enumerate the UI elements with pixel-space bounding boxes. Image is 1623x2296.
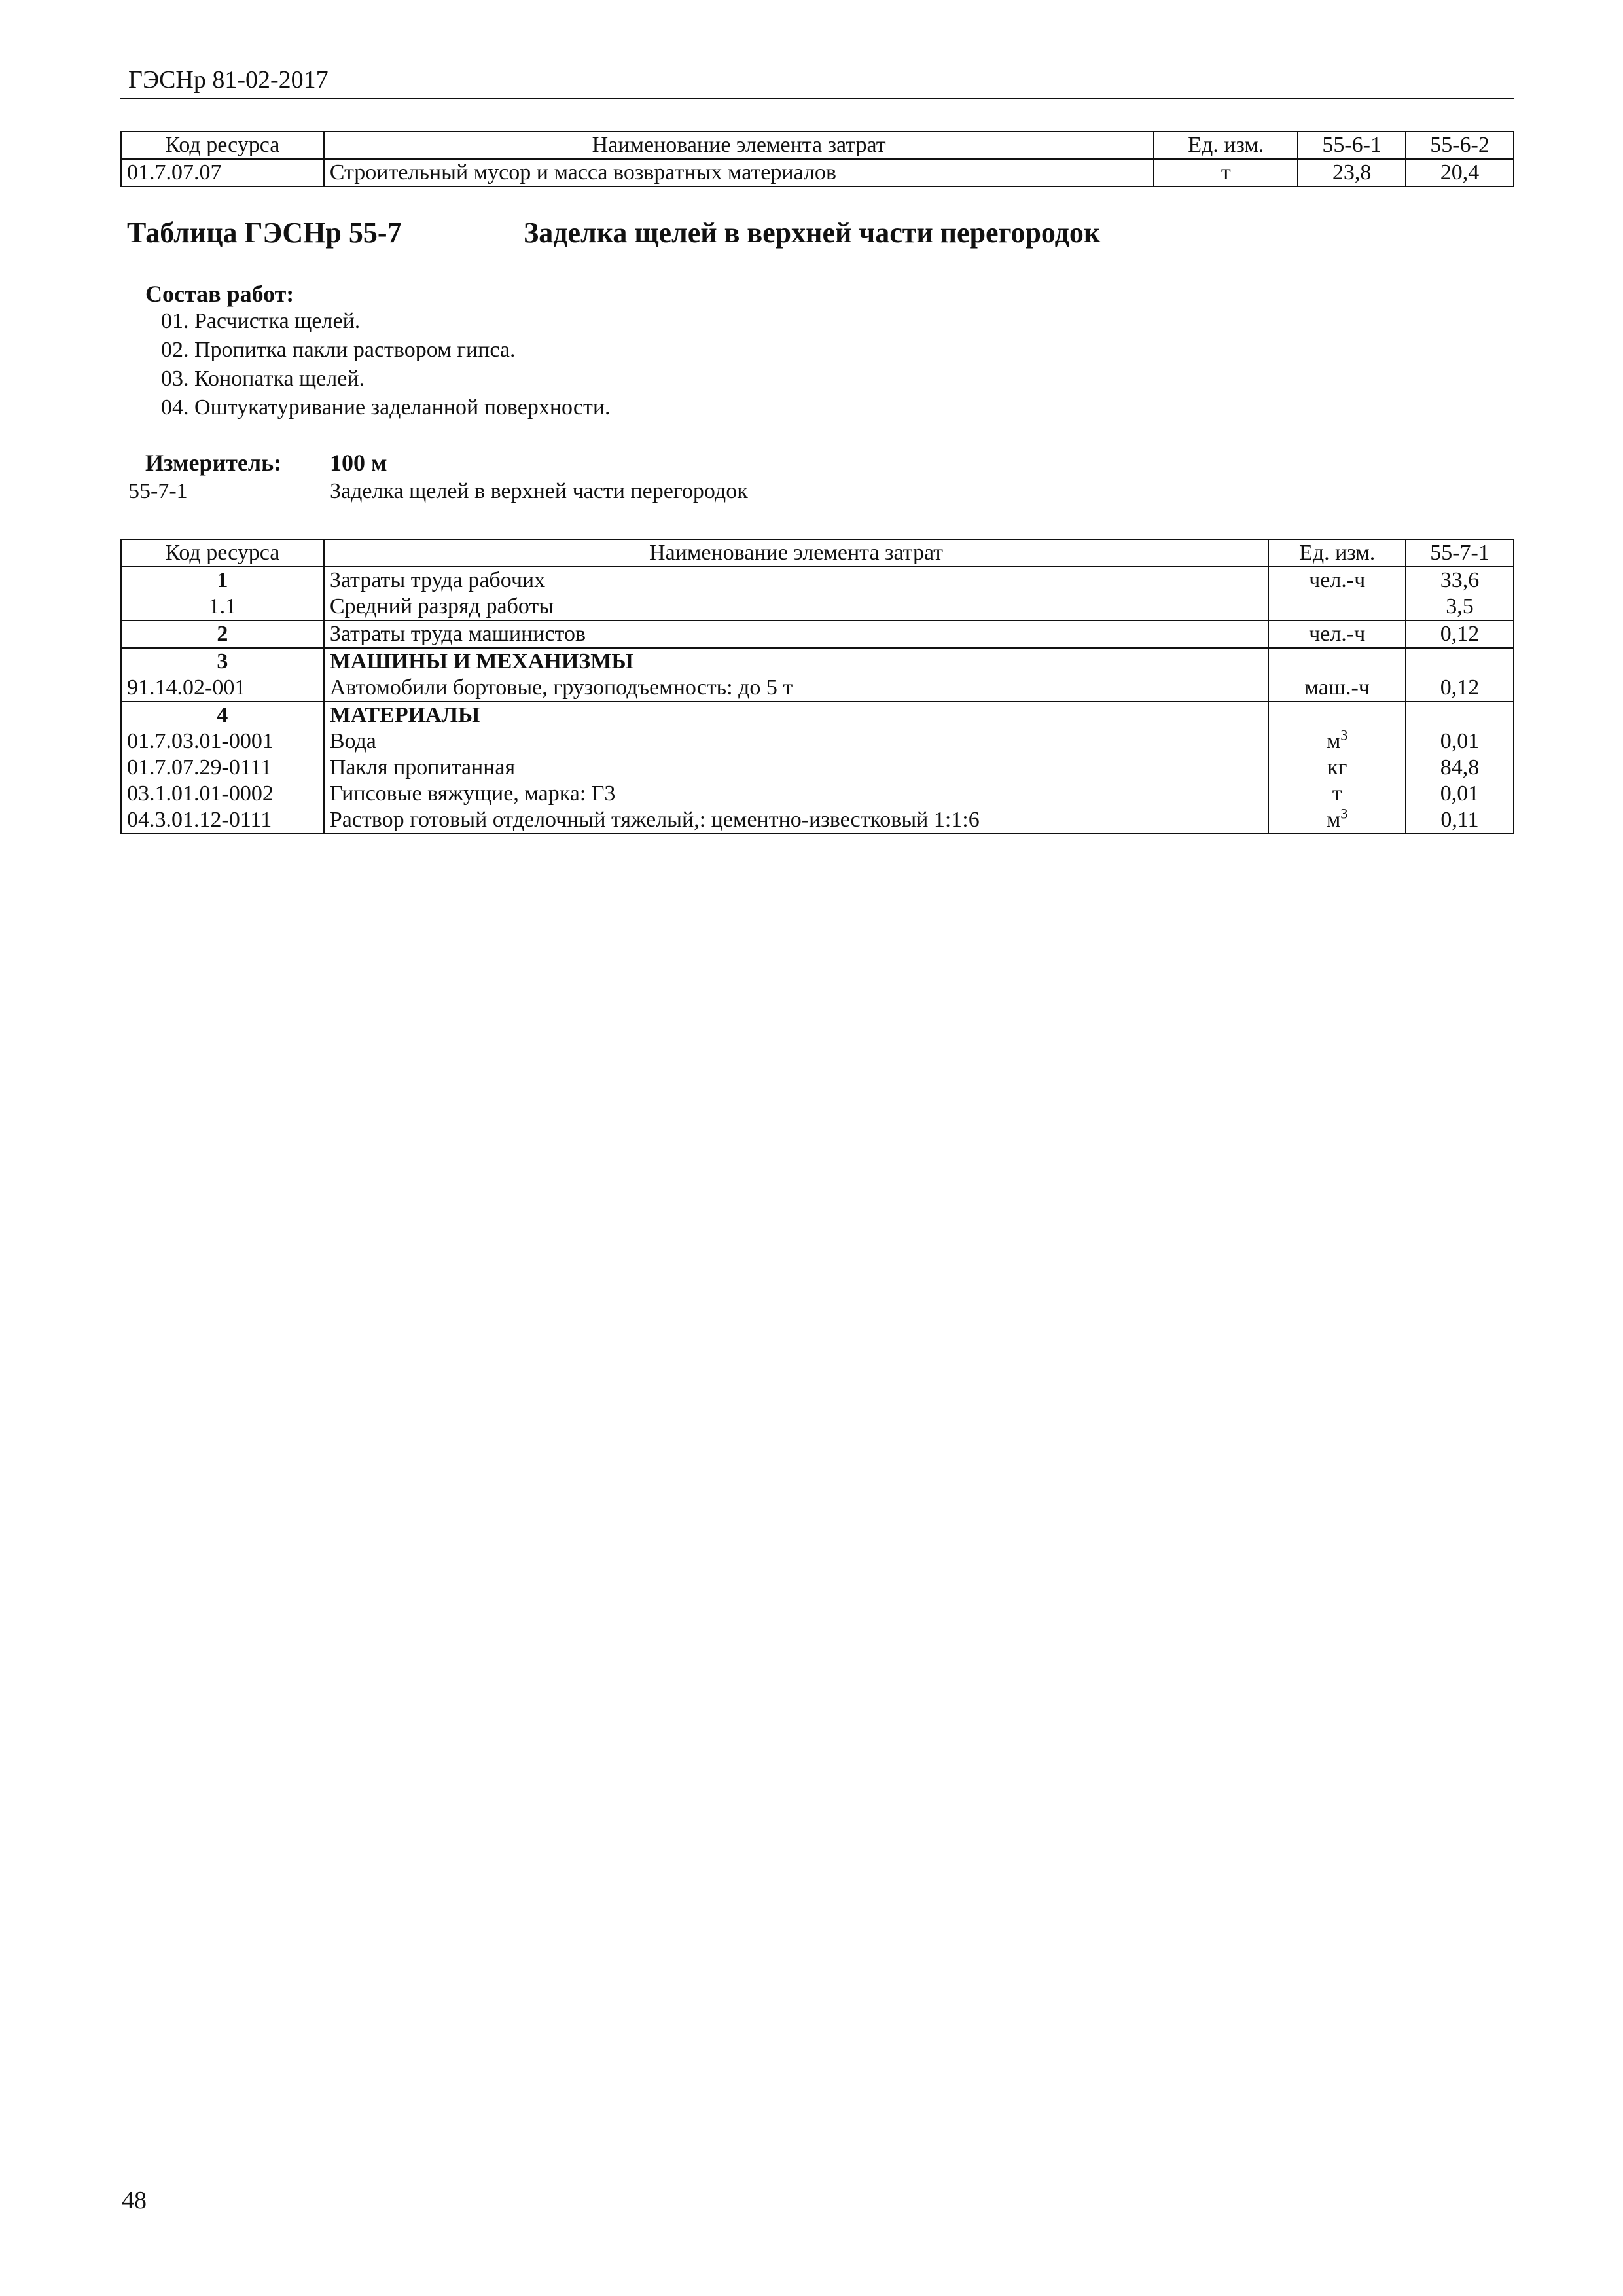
- section-title: МАШИНЫ И МЕХАНИЗМЫ: [324, 648, 1268, 675]
- composition-item: 01. Расчистка щелей.: [161, 309, 361, 333]
- page-number: 48: [122, 2187, 147, 2214]
- resource-code: 3: [121, 648, 324, 675]
- header-cell: Ед. изм.: [1268, 539, 1406, 567]
- resource-code: 01.7.07.07: [121, 159, 324, 187]
- resource-unit: кг: [1268, 755, 1406, 781]
- table-row: [121, 159, 1514, 187]
- resource-unit: т: [1154, 159, 1298, 187]
- resource-unit: [1268, 648, 1406, 675]
- meter-value: 100 м: [330, 450, 387, 476]
- resource-unit: [1268, 702, 1406, 728]
- table-header-row: [121, 539, 1514, 567]
- resource-value: 0,01: [1406, 728, 1514, 755]
- table-row: [121, 807, 1514, 834]
- norm-name: Заделка щелей в верхней части перегородок: [330, 479, 748, 503]
- resource-unit: [1268, 594, 1406, 620]
- resource-unit: чел.-ч: [1268, 620, 1406, 648]
- table-row: [121, 594, 1514, 620]
- header-cell: 55-6-2: [1406, 132, 1514, 159]
- resource-table-previous: [120, 131, 1514, 187]
- header-cell: 55-7-1: [1406, 539, 1514, 567]
- resource-name: Раствор готовый отделочный тяжелый,: цементно-известковый 1:1:6: [324, 807, 1268, 834]
- table-title-label: Таблица ГЭСНр 55-7: [127, 217, 402, 249]
- header-cell: Код ресурса: [121, 539, 324, 567]
- resource-unit: маш.-ч: [1268, 675, 1406, 702]
- resource-value: 33,6: [1406, 567, 1514, 594]
- resource-value: [1406, 702, 1514, 728]
- resource-value: 0,11: [1406, 807, 1514, 834]
- table-title-name: Заделка щелей в верхней части перегородок: [524, 217, 1101, 249]
- resource-code: 1.1: [121, 594, 324, 620]
- meter-label: Измеритель:: [145, 450, 282, 476]
- resource-name: Вода: [324, 728, 1268, 755]
- table-row: [121, 728, 1514, 755]
- document-code-header: ГЭСНр 81-02-2017: [128, 66, 329, 94]
- resource-value: 20,4: [1406, 159, 1514, 187]
- resource-table-55-7: [120, 539, 1514, 834]
- resource-value: 0,01: [1406, 781, 1514, 807]
- table-row: [121, 702, 1514, 728]
- resource-code: 4: [121, 702, 324, 728]
- table-row: [121, 648, 1514, 675]
- resource-name: Автомобили бортовые, грузоподъемность: до 5 т: [324, 675, 1268, 702]
- resource-value: [1406, 648, 1514, 675]
- table-row: [121, 675, 1514, 702]
- composition-item: 04. Оштукатуривание заделанной поверхности.: [161, 395, 611, 420]
- table-row: [121, 620, 1514, 648]
- resource-value: 84,8: [1406, 755, 1514, 781]
- resource-unit: [1268, 807, 1406, 834]
- composition-label: Состав работ:: [145, 281, 294, 307]
- unit-exponent: 3: [1340, 726, 1348, 744]
- resource-name: Затраты труда машинистов: [324, 620, 1268, 648]
- header-divider: [120, 98, 1514, 99]
- resource-name: Затраты труда рабочих: [324, 567, 1268, 594]
- header-cell: Код ресурса: [121, 132, 324, 159]
- header-cell: Наименование элемента затрат: [324, 539, 1268, 567]
- table-row: [121, 755, 1514, 781]
- resource-value: 3,5: [1406, 594, 1514, 620]
- resource-code: 1: [121, 567, 324, 594]
- resource-value: 0,12: [1406, 620, 1514, 648]
- resource-name: Гипсовые вяжущие, марка: Г3: [324, 781, 1268, 807]
- resource-code: 03.1.01.01-0002: [121, 781, 324, 807]
- table-header-row: [121, 132, 1514, 159]
- resource-value: 23,8: [1298, 159, 1406, 187]
- resource-value: 0,12: [1406, 675, 1514, 702]
- header-cell: Ед. изм.: [1154, 132, 1298, 159]
- resource-name: Пакля пропитанная: [324, 755, 1268, 781]
- section-title: МАТЕРИАЛЫ: [324, 702, 1268, 728]
- unit-exponent: 3: [1340, 805, 1348, 822]
- resource-unit: т: [1268, 781, 1406, 807]
- header-cell: Наименование элемента затрат: [324, 132, 1154, 159]
- resource-code: 01.7.03.01-0001: [121, 728, 324, 755]
- resource-code: 91.14.02-001: [121, 675, 324, 702]
- resource-code: 2: [121, 620, 324, 648]
- resource-code: 01.7.07.29-0111: [121, 755, 324, 781]
- table-row: [121, 781, 1514, 807]
- norm-code: 55-7-1: [128, 479, 188, 503]
- resource-unit: [1268, 728, 1406, 755]
- resource-name: Средний разряд работы: [324, 594, 1268, 620]
- unit-text: м: [1326, 729, 1341, 753]
- composition-item: 03. Конопатка щелей.: [161, 367, 365, 391]
- resource-name: Строительный мусор и масса возвратных материалов: [324, 159, 1154, 187]
- resource-code: 04.3.01.12-0111: [121, 807, 324, 834]
- header-cell: 55-6-1: [1298, 132, 1406, 159]
- unit-text: м: [1326, 808, 1341, 832]
- composition-item: 02. Пропитка пакли раствором гипса.: [161, 338, 516, 362]
- table-row: [121, 567, 1514, 594]
- resource-unit: чел.-ч: [1268, 567, 1406, 594]
